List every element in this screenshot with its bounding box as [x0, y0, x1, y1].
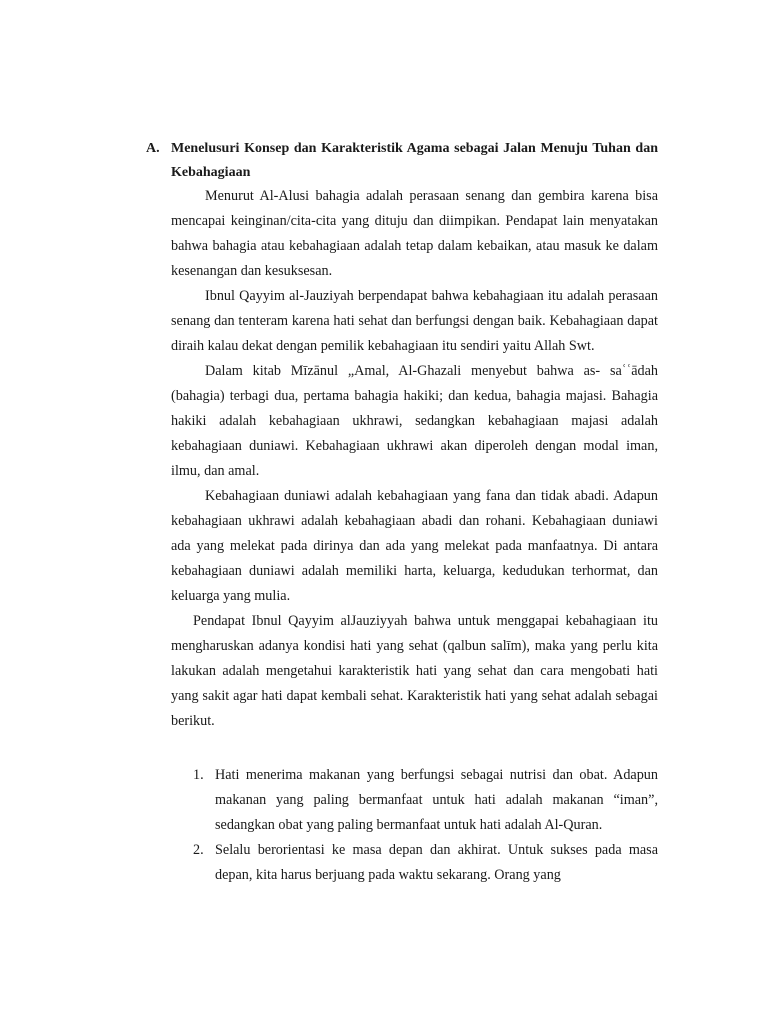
- list-item-number: 2.: [193, 842, 204, 858]
- paragraph-hati-sehat: Pendapat Ibnul Qayyim alJauziyyah bahwa untuk menggapai kebahagiaan itu mengharuskan adanya kondisi hati yang sehat (qalbun salīm), maka yang perlu kita lakukan adalah mengetahui karakteristik hati yang sehat dan cara mengobati hati yang sakit agar hati dapat kembali sehat. Karakteristik hati yang sehat adalah sebagai berikut.: [171, 613, 658, 729]
- characteristics-list: [171, 763, 658, 888]
- section-letter: A.: [146, 141, 160, 156]
- paragraph-ibnul-qayyim: Ibnul Qayyim al-Jauziyah berpendapat bahwa kebahagiaan itu adalah perasaan senang dan tenteram karena hati sehat dan berfungsi dengan baik. Kebahagiaan dapat diraih kalau dekat dengan pemilik kebahagiaan itu sendiri yaitu Allah Swt.: [171, 288, 658, 354]
- paragraph-kebahagiaan-duniawi: Kebahagiaan duniawi adalah kebahagiaan yang fana dan tidak abadi. Adapun kebahagiaan ukhrawi adalah kebahagiaan abadi dan rohani. Kebahagiaan duniawi ada yang melekat pada dirinya dan ada yang melekat pada manfaatnya. Di antara kebahagiaan duniawi adalah memiliki harta, keluarga, kedudukan terhormat, dan keluarga yang mulia.: [171, 488, 658, 604]
- section-heading: [146, 137, 658, 185]
- body-text: [171, 184, 658, 734]
- paragraph-al-alusi: Menurut Al-Alusi bahagia adalah perasaan senang dan gembira karena bisa mencapai keinginan/cita-cita yang dituju dan diimpikan. Pendapat lain menyatakan bahwa bahagia atau kebahagiaan adalah tetap dalam kebaikan, atau masuk ke dalam kesenangan dan kesuksesan.: [171, 188, 658, 279]
- list-item: [171, 763, 658, 838]
- list-item: [171, 838, 658, 888]
- section-title: Menelusuri Konsep dan Karakteristik Agama sebagai Jalan Menuju Tuhan dan Kebahagiaan: [171, 141, 658, 180]
- paragraph-al-ghazali: Dalam kitab Mīzānul „Amal, Al-Ghazali menyebut bahwa as- saʿʿādah (bahagia) terbagi dua, pertama bahagia hakiki; dan kedua, bahagia majasi. Bahagia hakiki adalah kebahagiaan ukhrawi, sedangkan kebahagiaan majasi adalah kebahagiaan duniawi. Kebahagiaan ukhrawi akan diperoleh dengan modal iman, ilmu, dan amal.: [171, 363, 658, 479]
- list-item-text: Hati menerima makanan yang berfungsi sebagai nutrisi dan obat. Adapun makanan yang paling bermanfaat untuk hati adalah makanan “iman”, sedangkan obat yang paling bermanfaat untuk hati adalah Al-Quran.: [215, 767, 658, 833]
- list-item-text: Selalu berorientasi ke masa depan dan akhirat. Untuk sukses pada masa depan, kita harus berjuang pada waktu sekarang. Orang yang: [215, 842, 658, 883]
- list-item-number: 1.: [193, 767, 204, 783]
